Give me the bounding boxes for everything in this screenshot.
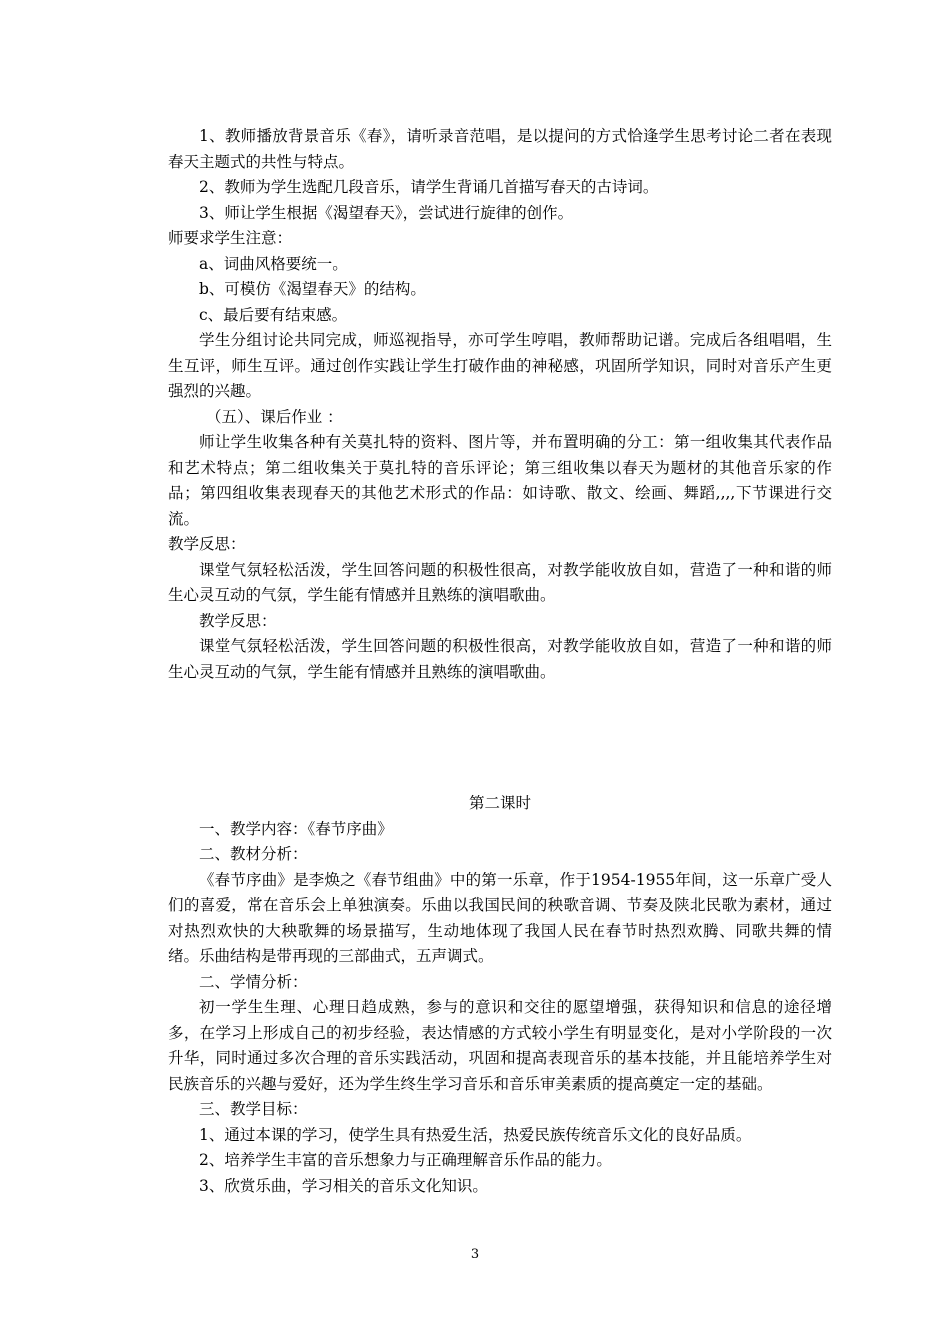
reflection-heading-1: 教学反思：: [168, 535, 246, 553]
paragraph-activity-1: 1、教师播放背景音乐《春》，请听录音范唱，是以提问的方式恰逢学生思考讨论二者在表现春天主题式的共性与特点。: [168, 127, 832, 171]
homework-heading: （五）、课后作业 ：: [206, 407, 343, 426]
teaching-goal-3: 3、欣赏乐曲，学习相关的音乐文化知识。: [199, 1176, 488, 1195]
teaching-goal-2: 2、培养学生丰富的音乐想象力与正确理解音乐作品的能力。: [199, 1151, 612, 1169]
page-number: 3: [470, 1247, 480, 1262]
page-body: [168, 124, 832, 1199]
note-item-c: c、最后要有结束感。: [199, 305, 348, 324]
reflection-heading-2: 教学反思：: [199, 611, 277, 630]
paragraph-activity-2: 2、教师为学生选配几段音乐，请学生背诵几首描写春天的古诗词。: [199, 178, 659, 196]
note-item-b: b、可模仿《渴望春天》的结构。: [199, 280, 426, 298]
note-item-a: a、词曲风格要统一。: [199, 254, 348, 273]
notes-heading: 师要求学生注意：: [168, 229, 293, 247]
teaching-goal-1: 1、通过本课的学习，使学生具有热爱生活，热爱民族传统音乐文化的良好品质。: [199, 1125, 752, 1144]
paragraph-activity-3: 3、师让学生根据《渴望春天》，尝试进行旋律的创作。: [199, 203, 574, 222]
learner-analysis-text: 初一学生生理、心理日趋成熟，参与的意识和交往的愿望增强，获得知识和信息的途径增多，在学习上形成自己的初步经验，表达情感的方式较小学生有明显变化，是对小学阶段的一次升华，同时通过多次合理的音乐实践活动，巩固和提高表现音乐的基本技能，并且能培养学生对民族音乐的兴趣与爱好，还为学生终生学习音乐和音乐审美素质的提高奠定一定的基础。: [168, 998, 832, 1093]
paragraph-homework: 师让学生收集各种有关莫扎特的资料、图片等，并布置明确的分工：第一组收集其代表作品和艺术特点；第二组收集关于莫扎特的音乐评论；第三组收集以春天为题材的其他音乐家的作品；第四组收集表现春天的其他艺术形式的作品：如诗歌、散文、绘画、舞蹈,,,,下节课进行交流。: [168, 433, 832, 528]
paragraph-group-work: 学生分组讨论共同完成，师巡视指导，亦可学生哼唱，教师帮助记谱。完成后各组唱唱，生生互评，师生互评。通过创作实践让学生打破作曲的神秘感，巩固所学知识，同时对音乐产生更强烈的兴趣。: [168, 331, 832, 400]
teaching-goals-heading: 三、教学目标：: [199, 1100, 308, 1118]
teaching-content-heading: 一、教学内容：《春节序曲》: [199, 819, 393, 838]
reflection-text-2: 课堂气氛轻松活泼，学生回答问题的积极性很高，对教学能收放自如，营造了一种和谐的师生心灵互动的气氛，学生能有情感并且熟练的演唱歌曲。: [168, 637, 832, 681]
learner-analysis-heading: 二、学情分析：: [199, 972, 308, 991]
reflection-text-1: 课堂气氛轻松活泼，学生回答问题的积极性很高，对教学能收放自如，营造了一种和谐的师生心灵互动的气氛，学生能有情感并且熟练的演唱歌曲。: [168, 560, 832, 604]
material-analysis-text: 《春节序曲》是李焕之《春节组曲》中的第一乐章，作于1954-1955年间，这一乐章广受人们的喜爱，常在音乐会上单独演奏。乐曲以我国民间的秧歌音调、节奏及陕北民歌为素材，通过对热烈欢快的大秧歌舞的场景描写，生动地体现了我国人民在春节时热烈欢腾、同歌共舞的情绪。乐曲结构是带再现的三部曲式，五声调式。: [168, 870, 832, 965]
section-spacer: [168, 685, 832, 791]
lesson-title: 第二课时: [468, 794, 531, 812]
material-analysis-heading: 二、教材分析：: [199, 845, 308, 863]
